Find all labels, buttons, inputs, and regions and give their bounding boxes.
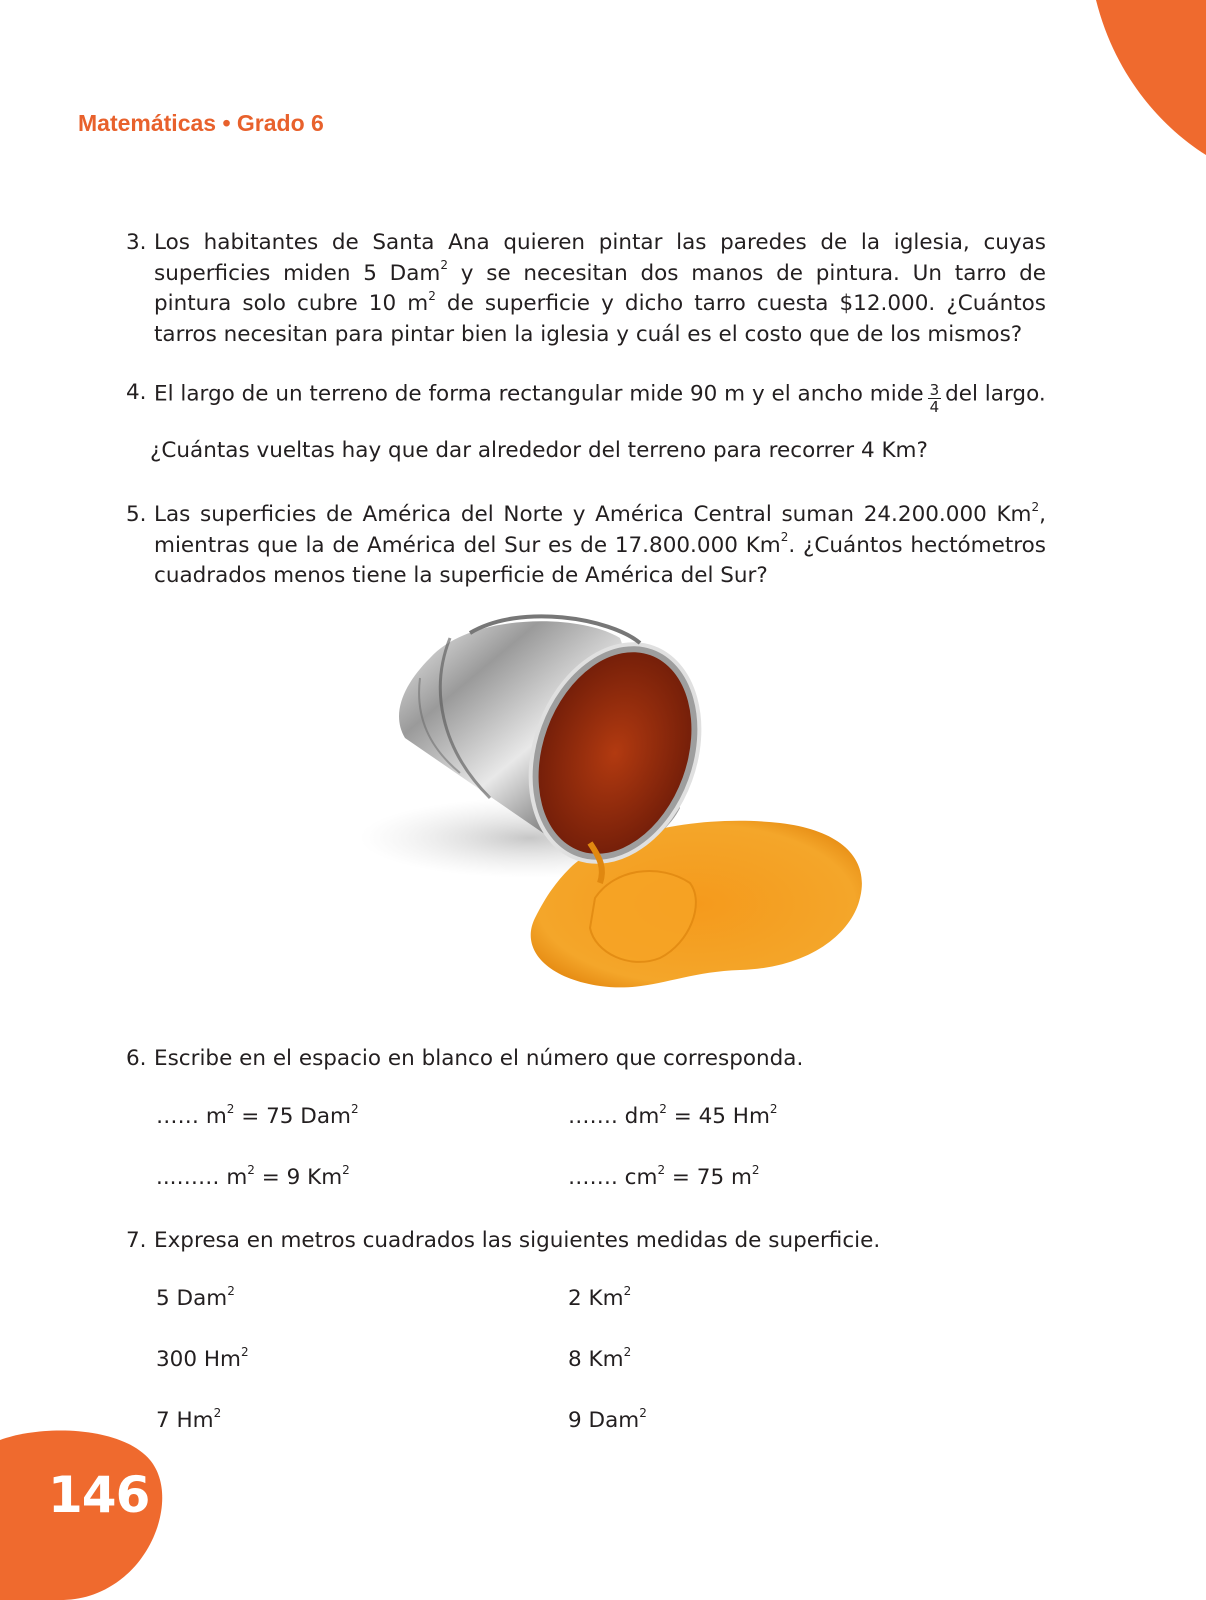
fraction: $\frac{3}{4}$	[929, 381, 940, 416]
question-number: 5.	[126, 502, 147, 527]
question-6	[126, 1044, 1046, 1075]
question-number: 4.	[126, 380, 147, 405]
question-text: Los habitantes de Santa Ana quieren pintar las paredes de la iglesia, cuyas superficies miden 5 Dam$^2$ y se necesitan dos manos de pintura. Un tarro de pintura solo cubre 10 $m^2$ de superficie y dicho tarro cuesta $12.000. ¿Cuántos tarros necesitan para pintar bien la iglesia y cuál es el costo que de los mismos?	[154, 230, 1046, 347]
measure-item: 300 Hm$^2$	[156, 1344, 249, 1372]
question-3	[126, 228, 1046, 350]
question-text: Expresa en metros cuadrados las siguientes medidas de superficie.	[154, 1228, 881, 1253]
blank-item: ……. $cm^2 = 75$ $m^2$	[568, 1162, 760, 1190]
measure-item: 2 Km$^2$	[568, 1283, 632, 1311]
blank-item: …… $m^2 = 75$ Dam$^2$	[156, 1101, 359, 1129]
question-4-followup: ¿Cuántas vueltas hay que dar alrededor del terreno para recorrer 4 Km?	[150, 438, 928, 463]
question-number: 7.	[126, 1228, 147, 1253]
measure-item: 9 Dam$^2$	[568, 1405, 647, 1433]
question-7	[126, 1226, 1046, 1257]
measure-item: 7 Hm$^2$	[156, 1405, 222, 1433]
question-text: El largo de un terreno de forma rectangular mide 90 m y el ancho mide $\frac{3}{4}$ del largo.	[154, 381, 1046, 416]
question-number: 6.	[126, 1046, 147, 1071]
spilled-paint-can-icon	[360, 598, 900, 1018]
corner-decoration	[1096, 0, 1206, 160]
blank-item: ...…… $m^2 = 9$ Km$^2$	[156, 1162, 350, 1190]
question-4	[126, 378, 1046, 416]
page-header-title: Matemáticas • Grado 6	[78, 110, 324, 136]
question-text: Escribe en el espacio en blanco el número que corresponda.	[154, 1046, 804, 1071]
measure-item: 5 Dam$^2$	[156, 1283, 235, 1311]
blank-item: ……. $dm^2 = 45$ Hm$^2$	[568, 1101, 778, 1129]
page-number: 146	[48, 1466, 150, 1524]
question-number: 3.	[126, 230, 147, 255]
measure-item: 8 Km$^2$	[568, 1344, 632, 1372]
question-text: Las superficies de América del Norte y América Central suman 24.200.000 Km$^2$, mientras que la de América del Sur es de 17.800.000 Km$^2$. ¿Cuántos hectómetros cuadrados menos tiene la superficie de América del Sur?	[154, 499, 1046, 588]
question-5	[126, 500, 1046, 592]
